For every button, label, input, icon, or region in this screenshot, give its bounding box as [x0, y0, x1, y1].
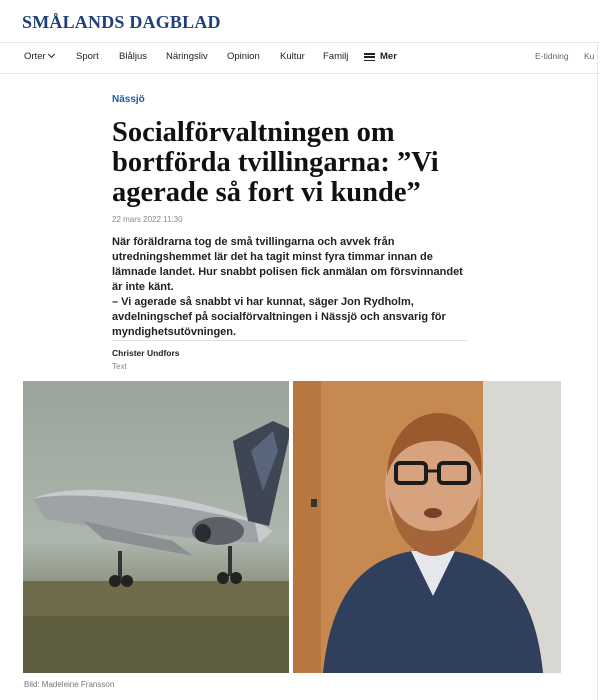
nav-item-familj[interactable]: Familj [323, 51, 349, 62]
nav-item-blaljus[interactable]: Blåljus [119, 51, 147, 62]
nav-etidning-link[interactable]: E-tidning [535, 51, 569, 61]
airplane-illustration [23, 381, 289, 673]
lead-quote: – Vi agerade så snabbt vi har kunnat, säger Jon Rydholm, avdelningschef på socialförvaltningen i Nässjö och ansvarig för myndighetsutövningen. [112, 296, 446, 338]
author-role: Text [112, 362, 127, 371]
author-name[interactable]: Christer Undfors [112, 348, 180, 358]
airplane-photo [23, 381, 289, 673]
main-nav [0, 43, 600, 73]
lead-paragraph: När föräldrarna tog de små tvillingarna och avvek från utredningshemmet lär det ha tagit minst fyra timmar innan de lämnade landet. Hur snabbt polisen fick anmälan om försvinnandet är inte känt. [112, 236, 463, 293]
publish-date: 22 mars 2022 11:30 [112, 215, 183, 224]
nav-item-cut[interactable]: Ku [584, 51, 595, 61]
person-illustration [293, 381, 561, 673]
nav-item-orter[interactable]: Orter [24, 51, 54, 62]
nav-item-opinion[interactable]: Opinion [227, 51, 260, 62]
photo-caption: Bild: Madeleine Fransson [24, 680, 115, 689]
person-photo [293, 381, 561, 673]
article-headline: Socialförvaltningen om bortförda tvillingarna: ”Vi agerade så fort vi kunde” [112, 117, 439, 208]
nav-divider [0, 73, 600, 74]
nav-item-sport[interactable]: Sport [76, 51, 99, 62]
article-lead [112, 235, 472, 340]
byline-divider [112, 340, 467, 341]
chevron-down-icon [48, 51, 55, 58]
right-divider [597, 43, 598, 700]
section-label[interactable]: Nässjö [112, 94, 145, 105]
nav-item-kultur[interactable]: Kultur [280, 51, 305, 62]
nav-more-button[interactable]: Mer [380, 51, 397, 62]
site-logo[interactable]: SMÅLANDS DAGBLAD [22, 12, 221, 32]
nav-item-naringsliv[interactable]: Näringsliv [166, 51, 208, 62]
menu-icon[interactable] [364, 53, 375, 61]
